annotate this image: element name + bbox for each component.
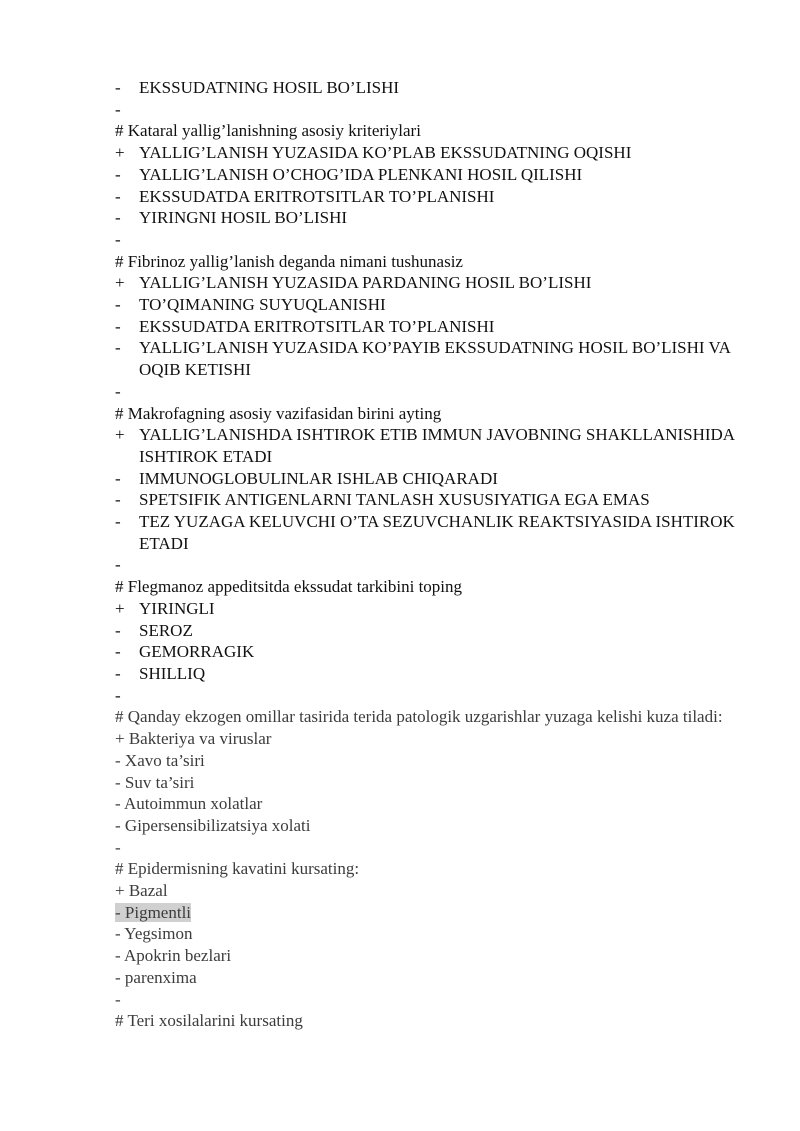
option-mark: - [115,468,121,488]
answer-option [115,620,745,642]
answer-option [115,186,745,208]
option-mark: - [115,295,121,315]
answer-line: - Gipersensibilizatsiya xolati [115,815,311,835]
separator: - [115,685,121,705]
question: # Epidermisning kavatini kursating: [115,859,360,879]
option-mark: - [115,208,121,228]
answer-line: - Yegsimon [115,924,193,944]
option-mark: - [115,164,121,184]
option-text: GEMORRAGIK [139,642,255,662]
answer-line: - Suv ta’siri [115,772,195,792]
option-text: YALLIG’LANISH YUZASIDA KO’PAYIB EKSSUDATNING HOSIL BO’LISHI VA OQIB KETISHI [139,338,730,380]
option-mark: - [115,620,121,640]
answer-line-highlighted [115,902,745,924]
option-mark: - [115,186,121,206]
option-text: YALLIG’LANISH YUZASIDA KO’PLAB EKSSUDATNING OQISHI [139,143,632,163]
option-text: TO’QIMANING SUYUQLANISHI [139,295,386,315]
separator: - [115,229,121,249]
option-text: YALLIG’LANISHDA ISHTIROK ETIB IMMUN JAVOBNING SHAKLLANISHIDA ISHTIROK ETADI [139,425,735,466]
option-text: SEROZ [139,620,193,640]
option-mark: + [115,425,125,445]
answer-option [115,641,745,663]
option-mark: - [115,316,121,336]
option-text: SPETSIFIK ANTIGENLARNI TANLASH XUSUSIYATIGA EGA EMAS [139,490,650,510]
separator: - [115,381,121,401]
answer-option [115,598,745,620]
answer-line: - Autoimmun xolatlar [115,794,263,814]
option-mark: + [115,143,125,163]
option-text: YIRINGLI [139,598,215,618]
option-mark: - [115,663,121,683]
answer-line: + Bakteriya va viruslar [115,729,272,749]
highlighted-text: - Pigmentli [115,902,192,922]
option-text: SHILLIQ [139,663,206,683]
option-mark: - [115,490,121,510]
option-text: IMMUNOGLOBULINLAR ISHLAB CHIQARADI [139,468,498,488]
answer-line: + Bazal [115,881,168,901]
option-mark: - [115,338,121,358]
answer-line: - parenxima [115,967,197,987]
answer-line: - Apokrin bezlari [115,946,232,966]
test-questions [115,77,745,1032]
option-text: YIRINGNI HOSIL BO’LISHI [139,208,348,228]
answer-option [115,272,745,294]
question: # Flegmanoz appeditsitda ekssudat tarkibini toping [115,577,463,597]
option-text: EKSSUDATNING HOSIL BO’LISHI [139,78,400,97]
question: # Makrofagning asosiy vazifasidan birini ayting [115,403,442,423]
answer-option [115,164,745,186]
separator: - [115,99,121,119]
question: # Teri xosilalarini kursating [115,1011,303,1031]
separator: - [115,555,121,575]
separator: - [115,837,121,857]
question: # Kataral yallig’lanishning asosiy kriteriylari [115,121,421,141]
answer-line: - Xavo ta’siri [115,750,205,770]
answer-option [115,294,745,316]
question: # Fibrinoz yallig’lanish deganda nimani tushunasiz [115,251,463,271]
question: # Qanday ekzogen omillar tasirida terida patologik uzgarishlar yuzaga kelishi kuza tiladi: [115,707,723,727]
answer-option [115,207,745,229]
option-text: YALLIG’LANISH O’CHOG’IDA PLENKANI HOSIL QILISHI [139,164,583,184]
option-text: YALLIG’LANISH YUZASIDA PARDANING HOSIL BO’LISHI [139,273,592,293]
option-mark: - [115,512,121,532]
option-text: EKSSUDATDA ERITROTSITLAR TO’PLANISHI [139,316,495,336]
option-mark: + [115,273,125,293]
answer-option [115,511,745,554]
option-text: EKSSUDATDA ERITROTSITLAR TO’PLANISHI [139,186,495,206]
answer-option [115,316,745,338]
option-mark: + [115,598,125,618]
option-text: TEZ YUZAGA KELUVCHI O’TA SEZUVCHANLIK REAKTSIYASIDA ISHTIROK ETADI [139,512,735,553]
answer-option [115,489,745,511]
answer-option [115,468,745,490]
answer-option [115,142,745,164]
option-mark: - [115,642,121,662]
answer-option [115,424,745,467]
option-mark: - [115,78,121,97]
answer-option [115,663,745,685]
answer-option [115,77,745,99]
separator: - [115,989,121,1009]
answer-option [115,337,745,380]
